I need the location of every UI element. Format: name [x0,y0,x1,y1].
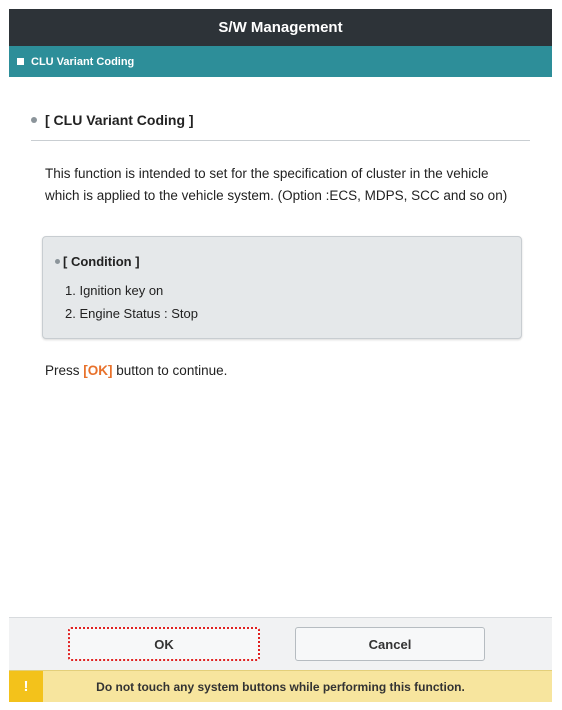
description-line: This function is intended to set for the specification of cluster in the vehicle [45,166,489,181]
bullet-dot-icon [55,259,60,264]
button-bar [9,617,552,670]
warning-bar [9,670,552,702]
condition-box [42,236,522,339]
section-title: [ CLU Variant Coding ] [45,112,194,128]
window-title: S/W Management [218,19,343,36]
square-bullet-icon [17,58,24,65]
divider [31,140,530,141]
description [45,163,535,207]
condition-title: [ Condition ] [63,254,140,269]
ok-button[interactable]: OK [68,627,260,661]
condition-item: 2. Engine Status : Stop [65,306,198,321]
bullet-dot-icon [31,117,37,123]
warning-icon: ! [9,671,43,702]
prompt-ok-highlight: [OK] [83,363,113,378]
condition-heading [55,254,140,269]
subheader-bar [9,46,552,77]
condition-item: 1. Ignition key on [65,283,164,298]
cancel-button[interactable]: Cancel [295,627,485,661]
sw-management-window [9,9,552,701]
continue-prompt [45,363,227,378]
warning-text: Do not touch any system buttons while performing this function. [96,679,465,694]
subheader-label: CLU Variant Coding [31,55,135,68]
prompt-suffix: button to continue. [112,363,228,378]
description-line: which is applied to the vehicle system. (Option :ECS, MDPS, SCC and so on) [45,188,508,203]
title-bar [9,9,552,46]
prompt-prefix: Press [45,363,84,378]
section-heading [31,112,194,128]
